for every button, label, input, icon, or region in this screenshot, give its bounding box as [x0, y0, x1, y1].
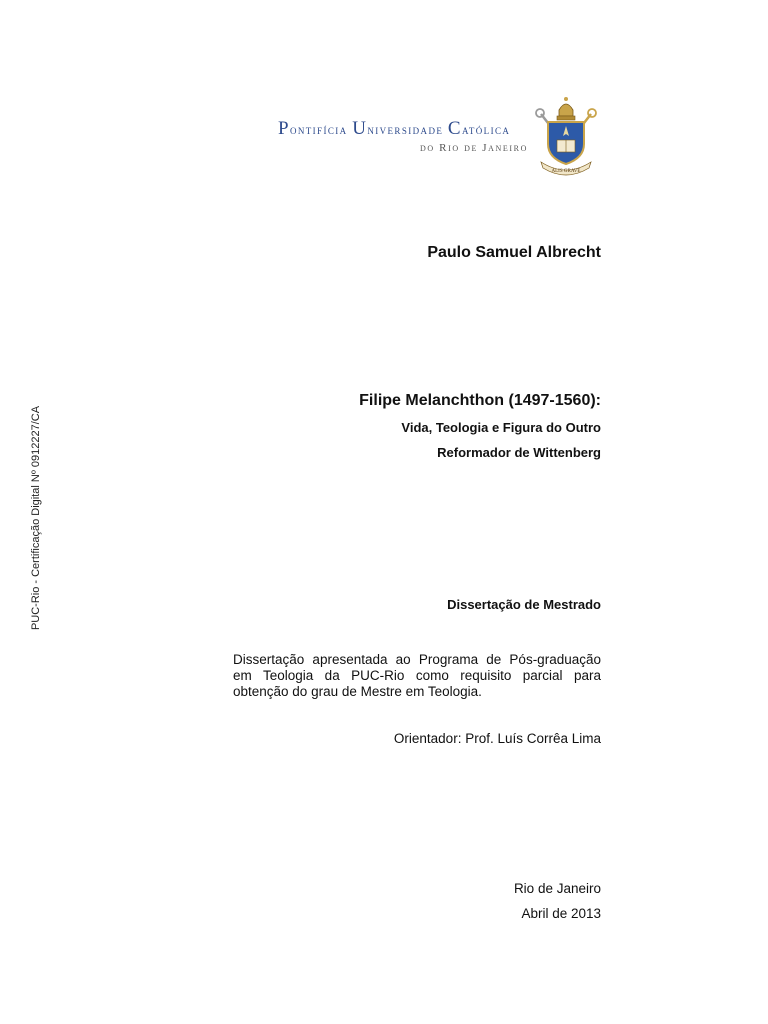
certification-text: PUC-Rio - Certificação Digital Nº 0912227/CA [30, 405, 42, 631]
abstract-paragraph: Dissertação apresentada ao Programa de Pós-graduação em Teologia da PUC-Rio como requisito parcial para obtenção do grau de Mestre em Teologia. [233, 652, 601, 699]
university-logo [278, 118, 528, 154]
thesis-title: Filipe Melanchthon (1497-1560): [359, 392, 601, 409]
advisor: Orientador: Prof. Luís Corrêa Lima [393, 731, 601, 746]
thesis-subtitle-line-1: Vida, Teologia e Figura do Outro [401, 420, 601, 435]
university-city: do Rio de Janeiro [420, 142, 528, 154]
date: Abril de 2013 [521, 906, 601, 921]
city: Rio de Janeiro [513, 881, 601, 896]
university-crest-icon [533, 96, 599, 178]
document-type: Dissertação de Mestrado [447, 597, 601, 612]
university-name: Pontifícia Universidade Católica [278, 118, 511, 139]
author-name: Paulo Samuel Albrecht [427, 244, 601, 261]
svg-text:ALIS GRAVE: ALIS GRAVE [551, 169, 581, 174]
thesis-subtitle-line-2: Reformador de Wittenberg [437, 445, 601, 460]
